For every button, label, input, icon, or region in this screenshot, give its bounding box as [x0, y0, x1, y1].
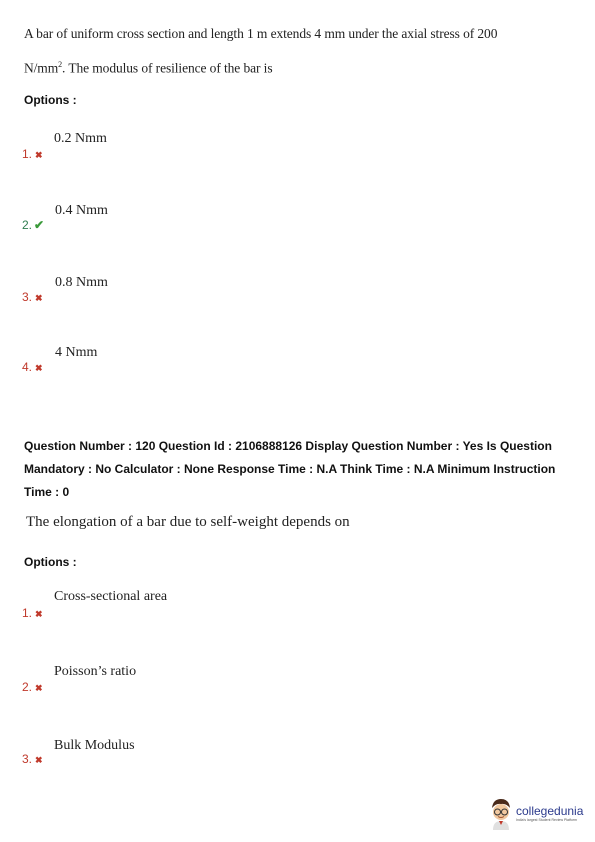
- q1-option-3-number: 3.: [22, 290, 33, 304]
- wrong-mark-icon: ✖: [35, 683, 43, 693]
- correct-check-icon: ✔: [34, 218, 45, 232]
- q1-option-1-number: 1.: [22, 147, 33, 161]
- q1-option-3-value: 0.8 Nmm: [55, 275, 108, 290]
- q1-option-2: [22, 216, 44, 234]
- options-heading-q2: Options :: [24, 555, 77, 569]
- q1-option-1-value: 0.2 Nmm: [54, 131, 107, 146]
- wrong-mark-icon: ✖: [35, 293, 43, 303]
- question-2-text: The elongation of a bar due to self-weight depends on: [26, 514, 350, 530]
- q1-option-4-value: 4 Nmm: [55, 345, 98, 360]
- q2-option-1-value: Cross-sectional area: [54, 589, 168, 604]
- stress-unit-exponent: 2: [58, 60, 63, 69]
- q2-option-3-value: Bulk Modulus: [54, 738, 135, 753]
- stress-unit: N/mm: [24, 60, 59, 76]
- mascot-icon: [488, 796, 514, 830]
- q1-option-2-number: 2.: [22, 218, 33, 232]
- wrong-mark-icon: ✖: [35, 363, 43, 373]
- options-heading-q1: Options :: [24, 93, 77, 107]
- q1-option-4: [22, 358, 43, 376]
- logo-tagline: India's largest Student Review Platform: [516, 818, 577, 822]
- wrong-mark-icon: ✖: [35, 609, 43, 619]
- q1-option-3: [22, 288, 43, 306]
- question-1-text-line1: A bar of uniform cross section and length 1 m extends 4 mm under the axial stress of 200: [24, 26, 498, 41]
- logo-wordmark: collegedunia: [516, 804, 584, 818]
- q1-option-2-value: 0.4 Nmm: [55, 203, 108, 218]
- wrong-mark-icon: ✖: [35, 150, 43, 160]
- q2-option-2-value: Poisson’s ratio: [54, 664, 137, 679]
- collegedunia-logo: [488, 796, 583, 830]
- q2-option-3-number: 3.: [22, 752, 33, 766]
- q2-option-2: [22, 678, 43, 696]
- question-1-text-rest: . The modulus of resilience of the bar is: [62, 60, 273, 76]
- q1-option-1: [22, 145, 43, 163]
- q2-option-1: [22, 604, 43, 622]
- wrong-mark-icon: ✖: [35, 755, 43, 765]
- question-2-metadata: Question Number : 120 Question Id : 2106888126 Display Question Number : Yes Is Question Mandatory : No Calculator : None Response Time : N.A Think Time : N.A Minimum Instruction Time : 0: [24, 439, 556, 499]
- question-1-text-line2: [24, 60, 273, 77]
- q2-option-3: [22, 750, 43, 768]
- q2-option-1-number: 1.: [22, 606, 33, 620]
- q1-option-4-number: 4.: [22, 360, 33, 374]
- q2-option-2-number: 2.: [22, 680, 33, 694]
